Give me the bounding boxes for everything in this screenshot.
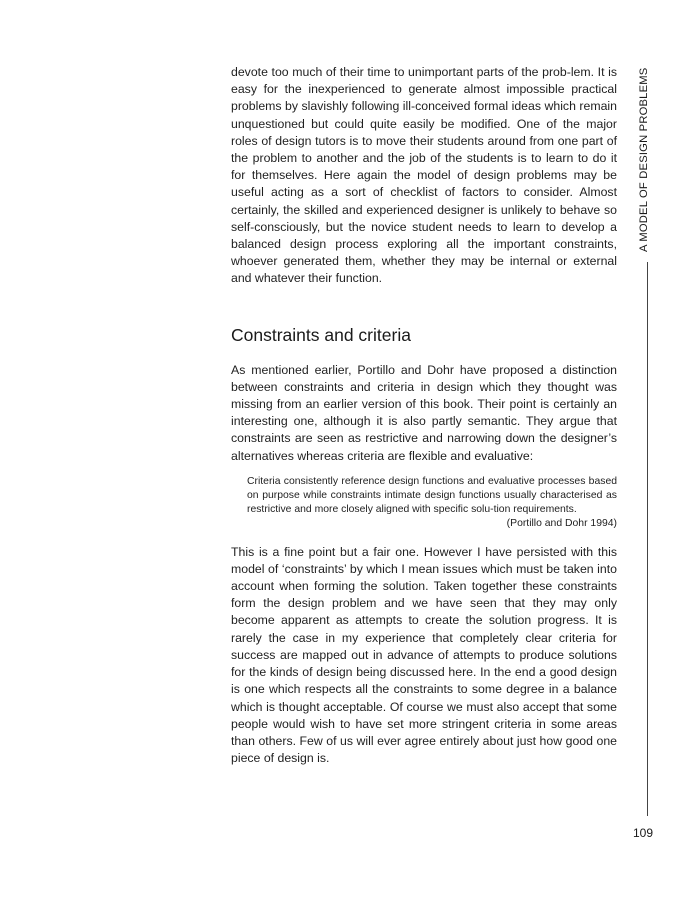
section-heading: Constraints and criteria: [231, 324, 411, 345]
page-number: 109: [633, 826, 654, 840]
body-paragraph-1: devote too much of their time to unimportant parts of the prob-lem. It is easy for the inexperienced to generate almost impossible practical problems by slavishly following ill-conceived formal ideas which remain unquestioned but could quite easily be modified. One of the major roles of design tutors is to move their students around from one part of the problem to another and the job of the students is to learn to do it for themselves. Here again the model of design problems may be useful acting as a sort of checklist of factors to consider. Almost certainly, the skilled and experienced designer is unlikely to behave so self-consciously, but the novice student needs to learn to develop a balanced design process exploring all the important constraints, whoever generated them, whether they may be internal or external and whatever their function.: [231, 65, 617, 286]
body-paragraph-2: As mentioned earlier, Portillo and Dohr have proposed a distinction between constraints and criteria in design which they thought was missing from an earlier version of this book. Their point is certainly an interesting one, although it is also partly semantic. They argue that constraints are seen as restrictive and narrowing down the designer’s alternatives whereas criteria are flexible and evaluative:: [231, 362, 617, 463]
quote-text: Criteria consistently reference design functions and evaluative processes based on purpose while constraints intimate design functions usually characterised as restrictive and more closely aligned with specific solu-tion requirements.: [247, 475, 617, 516]
body-paragraph-3: This is a fine point but a fair one. However I have persisted with this model of ‘constraints’ by which I mean issues which must be taken into account when forming the solution. Taken together these constraints form the design problem and we have seen that they may only become apparent as attempts to create the solution progress. It is rarely the case in my experience that completely clear criteria for success are mapped out in advance of attempts to produce solutions for the kinds of design being discussed here. In the end a good design is one which respects all the constraints to some degree in a balance which is thought acceptable. Of course we must also accept that some people would wish to have set more stringent criteria in some areas than others. Few of us will ever agree entirely about just how good one piece of design is.: [231, 544, 617, 766]
block-quote: [247, 475, 617, 532]
quote-citation: (Portillo and Dohr 1994): [506, 518, 617, 530]
running-head: A MODEL OF DESIGN PROBLEMS: [638, 67, 650, 252]
text-column: [231, 64, 617, 767]
vertical-rule: [647, 262, 648, 816]
